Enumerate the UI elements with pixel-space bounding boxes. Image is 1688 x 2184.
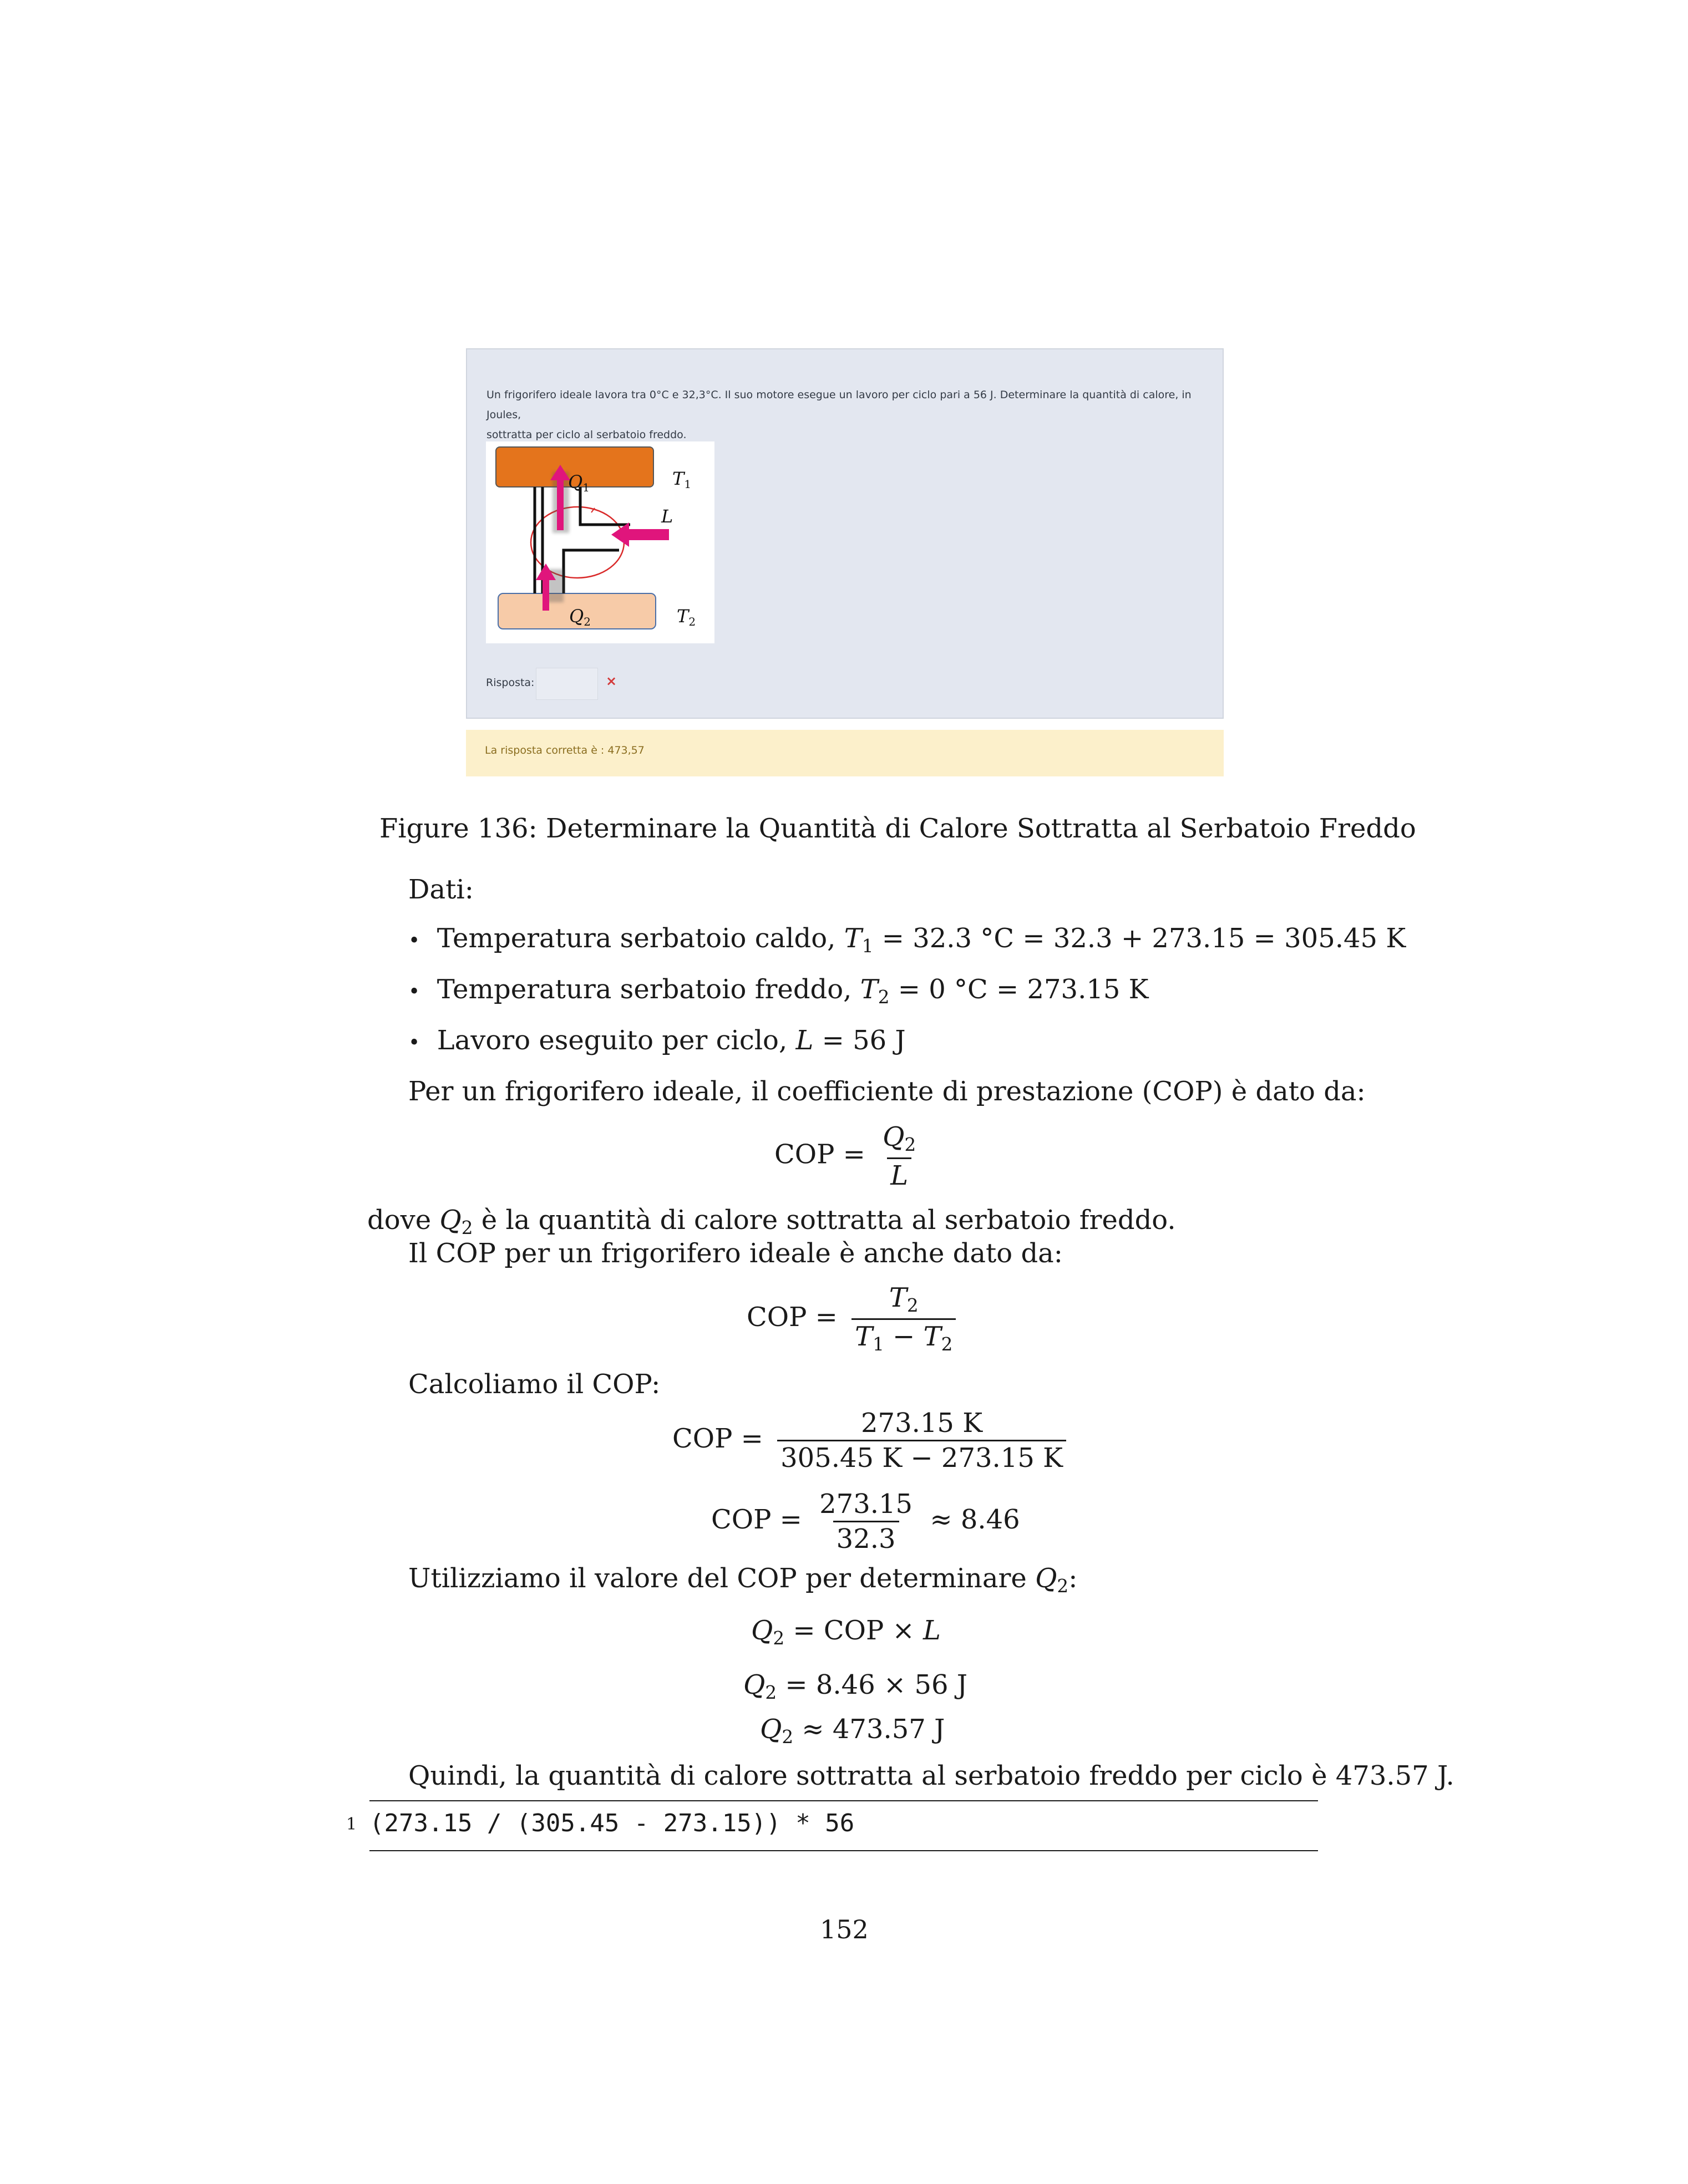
label-q2: Q2 (569, 606, 591, 628)
diagram-svg (486, 441, 714, 643)
refrigerator-diagram (486, 441, 714, 643)
feedback-box (466, 730, 1224, 776)
quiz-card (466, 348, 1224, 719)
correct-answer-feedback: La risposta corretta è : 473,57 (485, 744, 645, 756)
bullet-item: • Temperatura serbatoio freddo, $T_2 = 0$ °C = 273.15 K (408, 974, 1149, 1008)
bullet-item: • Temperatura serbatoio caldo, $T_1 = 32.3$ °C = 32.3 + 273.15 = 305.45 K (408, 923, 1406, 957)
code-top-rule (369, 1800, 1318, 1801)
equation-q2-result: $Q_2 \approx 473.57$ J (760, 1714, 945, 1748)
equation-cop-temperature: COP = $\frac{T_2}{T_1 - T_2}$ (747, 1284, 961, 1354)
code-line-number: 1 (346, 1815, 357, 1834)
equation-cop-def: COP = $\frac{Q_2}{L}$ (774, 1121, 916, 1191)
equation-q2-substitution: $Q_2 = 8.46 \times 56$ J (743, 1669, 968, 1704)
figure-caption: Figure 136: Determinare la Quantità di Calore Sottratta al Serbatoio Freddo (379, 813, 1416, 844)
question-line-2: sottratta per ciclo al serbatoio freddo. (486, 429, 687, 441)
label-t2: T2 (677, 606, 696, 628)
label-q1: Q1 (568, 471, 590, 494)
conclusion-text: Quindi, la quantità di calore sottratta al serbatoio freddo per ciclo è 473.57 J. (408, 1760, 1454, 1791)
il-cop-text: Il COP per un frigorifero ideale è anche dato da: (408, 1238, 1063, 1269)
question-line-1: Un frigorifero ideale lavora tra 0°C e 32,3°C. Il suo motore esegue un lavoro per ciclo pari a 56 J. Determinare la quantità di calore, in Joules, (486, 389, 1192, 421)
dati-label: Dati: (408, 874, 474, 905)
bullet-dot: • (408, 930, 420, 952)
page-number: 152 (820, 1914, 869, 1944)
label-l: L (661, 506, 673, 527)
cop-intro: Per un frigorifero ideale, il coefficiente di prestazione (COP) è dato da: (408, 1076, 1366, 1107)
equation-cop-result: COP = $\frac{273.15}{32.3}$ ≈ 8.46 (711, 1489, 1020, 1555)
code-line: (273.15 / (305.45 - 273.15)) * 56 (369, 1809, 855, 1837)
equation-cop-numeric: COP = $\frac{273.15 K}{305.45 K - 273.15 K}$ (672, 1410, 1072, 1471)
answer-label: Risposta: (486, 677, 535, 689)
wrong-answer-icon: × (606, 673, 617, 689)
label-t1: T1 (672, 468, 692, 491)
bullet-dot: • (408, 1032, 420, 1054)
calcoliamo-text: Calcoliamo il COP: (408, 1369, 661, 1400)
code-bottom-rule (369, 1850, 1318, 1851)
answer-input[interactable] (536, 668, 598, 700)
dove-text: dove $Q_2$ è la quantità di calore sottratta al serbatoio freddo. (367, 1205, 1176, 1239)
bullet-dot: • (408, 981, 420, 1003)
question-text (486, 385, 1202, 445)
work-arrow (611, 522, 669, 547)
utilizziamo-text: Utilizziamo il valore del COP per determinare $Q_2$: (408, 1563, 1078, 1597)
bullet-item: • Lavoro eseguito per ciclo, L = 56 J (408, 1025, 906, 1056)
equation-q2-def: $Q_2$ = COP × L (751, 1615, 941, 1649)
